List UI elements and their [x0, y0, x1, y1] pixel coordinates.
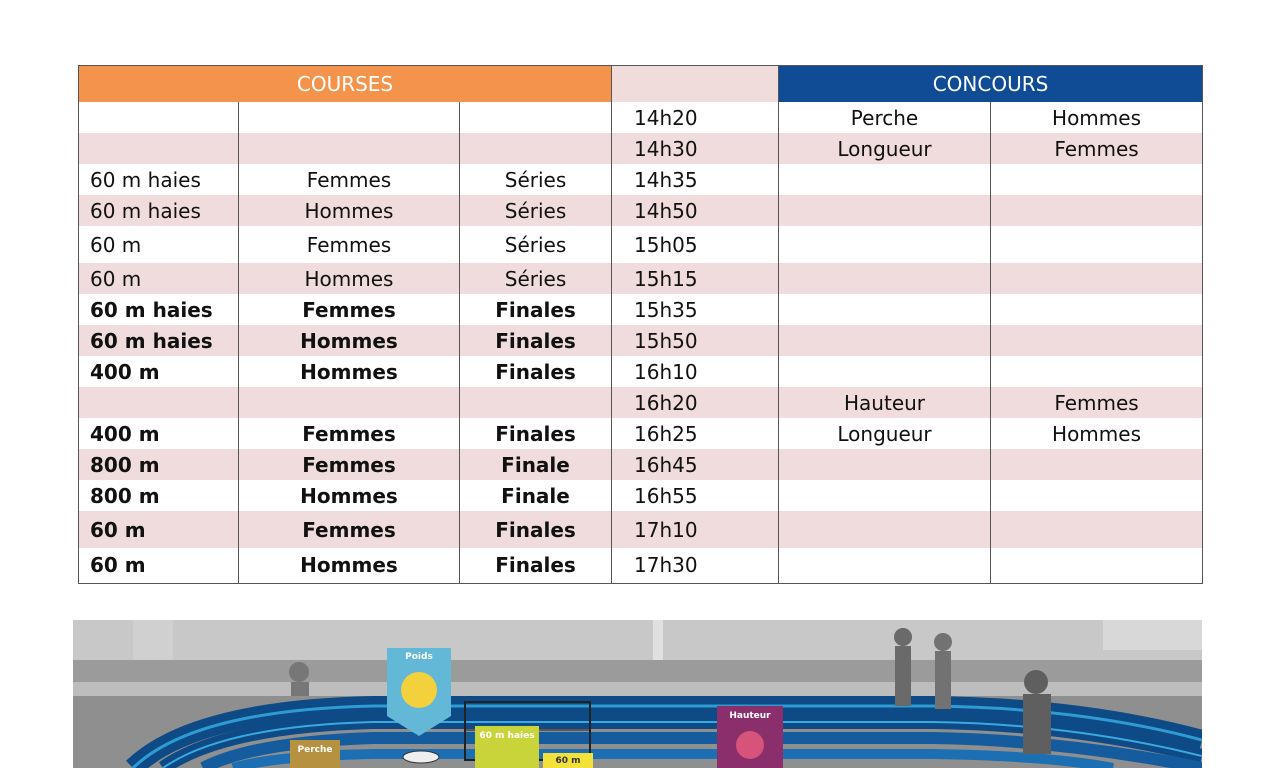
concours-gender-cell — [991, 294, 1203, 325]
concours-event-cell — [779, 294, 991, 325]
time-cell: 15h50 — [612, 325, 779, 356]
table-row — [79, 418, 1203, 449]
concours-gender-cell — [991, 356, 1203, 387]
time-cell: 15h15 — [612, 263, 779, 294]
time-cell: 16h20 — [612, 387, 779, 418]
concours-gender-cell — [991, 548, 1203, 583]
concours-header: CONCOURS — [779, 66, 1203, 103]
time-cell: 16h45 — [612, 449, 779, 480]
phase-cell: Finale — [460, 449, 612, 480]
courses-header: COURSES — [79, 66, 612, 103]
table-row — [79, 325, 1203, 356]
phase-cell: Finales — [460, 548, 612, 583]
table-row — [79, 449, 1203, 480]
phase-cell: Finales — [460, 356, 612, 387]
hauteur-label: Hauteur — [729, 711, 771, 721]
time-cell: 15h05 — [612, 226, 779, 263]
gender-cell: Hommes — [239, 480, 460, 511]
gender-cell: Femmes — [239, 449, 460, 480]
time-cell: 14h30 — [612, 133, 779, 164]
time-cell: 16h55 — [612, 480, 779, 511]
gender-cell: Femmes — [239, 294, 460, 325]
concours-gender-cell — [991, 325, 1203, 356]
table-row — [79, 356, 1203, 387]
time-cell: 16h25 — [612, 418, 779, 449]
poids-label: Poids — [405, 652, 433, 662]
concours-event-cell — [779, 325, 991, 356]
gender-cell — [239, 133, 460, 164]
time-cell: 14h50 — [612, 195, 779, 226]
concours-event-cell — [779, 356, 991, 387]
event-cell: 60 m haies — [79, 294, 239, 325]
schedule-table — [78, 65, 1203, 584]
perche-label: Perche — [297, 745, 333, 755]
table-row — [79, 387, 1203, 418]
event-cell: 800 m — [79, 449, 239, 480]
time-cell: 17h10 — [612, 511, 779, 548]
gender-cell — [239, 387, 460, 418]
event-cell: 800 m — [79, 480, 239, 511]
gender-cell: Femmes — [239, 418, 460, 449]
time-cell: 15h35 — [612, 294, 779, 325]
stadium-graphic — [73, 620, 1202, 768]
time-cell: 16h10 — [612, 356, 779, 387]
time-header — [612, 66, 779, 103]
event-cell — [79, 102, 239, 133]
gender-cell: Hommes — [239, 195, 460, 226]
concours-event-cell — [779, 226, 991, 263]
phase-cell — [460, 102, 612, 133]
concours-event-cell — [779, 548, 991, 583]
table-row — [79, 511, 1203, 548]
concours-gender-cell: Hommes — [991, 418, 1203, 449]
table-row — [79, 480, 1203, 511]
gender-cell: Hommes — [239, 548, 460, 583]
time-cell: 17h30 — [612, 548, 779, 583]
concours-event-cell: Perche — [779, 102, 991, 133]
phase-cell: Séries — [460, 195, 612, 226]
concours-event-cell — [779, 449, 991, 480]
concours-event-cell — [779, 164, 991, 195]
phase-cell: Finales — [460, 294, 612, 325]
gender-cell: Hommes — [239, 263, 460, 294]
event-cell: 60 m — [79, 511, 239, 548]
table-row — [79, 102, 1203, 133]
event-cell: 60 m — [79, 548, 239, 583]
event-cell: 400 m — [79, 356, 239, 387]
concours-event-cell — [779, 511, 991, 548]
concours-event-cell — [779, 480, 991, 511]
table-row — [79, 133, 1203, 164]
concours-gender-cell — [991, 263, 1203, 294]
concours-gender-cell — [991, 226, 1203, 263]
concours-gender-cell — [991, 195, 1203, 226]
table-row — [79, 294, 1203, 325]
event-cell: 60 m — [79, 263, 239, 294]
event-cell: 60 m haies — [79, 195, 239, 226]
table-row — [79, 263, 1203, 294]
gender-cell: Hommes — [239, 356, 460, 387]
event-cell — [79, 387, 239, 418]
phase-cell: Finale — [460, 480, 612, 511]
concours-gender-cell: Femmes — [991, 387, 1203, 418]
phase-cell: Finales — [460, 325, 612, 356]
concours-event-cell — [779, 195, 991, 226]
phase-cell: Finales — [460, 511, 612, 548]
concours-event-cell: Hauteur — [779, 387, 991, 418]
concours-gender-cell — [991, 164, 1203, 195]
concours-gender-cell: Hommes — [991, 102, 1203, 133]
gender-cell: Femmes — [239, 164, 460, 195]
event-cell: 400 m — [79, 418, 239, 449]
haies-label: 60 m haies — [479, 731, 535, 741]
phase-cell: Séries — [460, 164, 612, 195]
concours-event-cell — [779, 263, 991, 294]
time-cell: 14h35 — [612, 164, 779, 195]
stadium-illustration — [73, 620, 1202, 768]
table-row — [79, 226, 1203, 263]
concours-event-cell: Longueur — [779, 418, 991, 449]
phase-cell — [460, 387, 612, 418]
gender-cell: Femmes — [239, 511, 460, 548]
gender-cell: Femmes — [239, 226, 460, 263]
table-row — [79, 548, 1203, 583]
phase-cell: Finales — [460, 418, 612, 449]
phase-cell — [460, 133, 612, 164]
event-cell — [79, 133, 239, 164]
table-row — [79, 164, 1203, 195]
concours-gender-cell — [991, 511, 1203, 548]
concours-event-cell: Longueur — [779, 133, 991, 164]
concours-gender-cell — [991, 449, 1203, 480]
gender-cell: Hommes — [239, 325, 460, 356]
sixty-label: 60 m — [555, 756, 581, 766]
event-cell: 60 m haies — [79, 164, 239, 195]
phase-cell: Séries — [460, 263, 612, 294]
concours-gender-cell: Femmes — [991, 133, 1203, 164]
event-cell: 60 m — [79, 226, 239, 263]
event-cell: 60 m haies — [79, 325, 239, 356]
phase-cell: Séries — [460, 226, 612, 263]
table-row — [79, 195, 1203, 226]
concours-gender-cell — [991, 480, 1203, 511]
time-cell: 14h20 — [612, 102, 779, 133]
table-header — [79, 66, 1203, 103]
gender-cell — [239, 102, 460, 133]
